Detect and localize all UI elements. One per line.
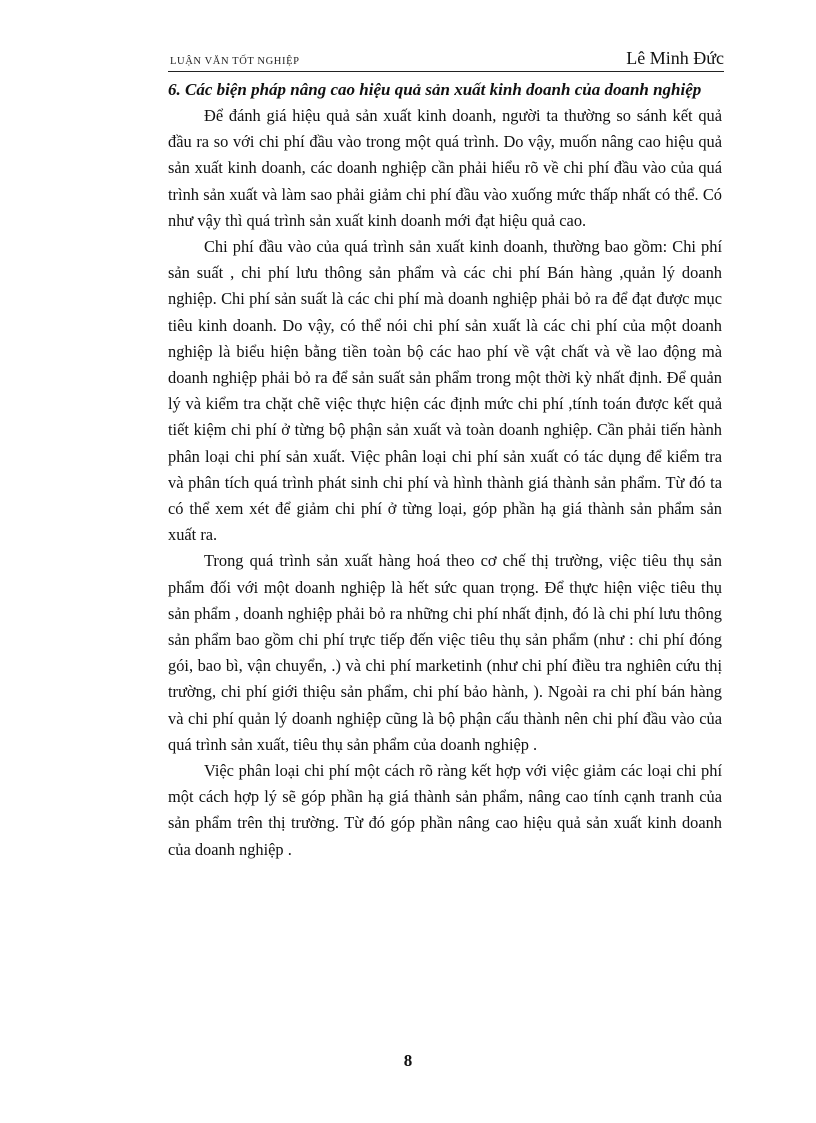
paragraph-2: Chi phí đầu vào của quá trình sản xuất kinh doanh, thường bao gồm: Chi phí sản suất , chi phí lưu thông sản phẩm và các chi phí Bán hàng ,quản lý doanh nghiệp. Chi phí sản suất là các chi phí mà doanh nghiệp phải bỏ ra để đạt được mục tiêu kinh doanh. Do vậy, có thể nói chi phí sản xuất là các chi phí của một doanh nghiệp là biểu hiện bằng tiền toàn bộ các hao phí về vật chất và về lao động mà doanh nghiệp phải bỏ ra để sản suất sản phẩm trong một thời kỳ nhất định. Để quản lý và kiểm tra chặt chẽ việc thực hiện các định mức chi phí ,tính toán được kết quả tiết kiệm chi phí ở từng bộ phận sản xuất và toàn doanh nghiệp. Cần phải tiến hành phân loại chi phí sản xuất. Việc phân loại chi phí sản xuất có tác dụng để kiểm tra và phân tích quá trình phát sinh chi phí và hình thành giá thành sản phẩm. Từ đó ta có thể xem xét để giảm chi phí ở từng loại, góp phần hạ giá thành sản phẩm sản xuất ra. [168, 237, 722, 545]
section-heading: 6. Các biện pháp nâng cao hiệu quả sản xuất kinh doanh của doanh nghiệp [168, 80, 702, 99]
page-body [168, 77, 722, 863]
page-header [168, 48, 724, 72]
paragraph-3: Trong quá trình sản xuất hàng hoá theo cơ chế thị trường, việc tiêu thụ sản phẩm đối với một doanh nghiệp là hết sức quan trọng. Để thực hiện việc tiêu thụ sản phẩm , doanh nghiệp phải bỏ ra những chi phí nhất định, đó là chi phí lưu thông sản phẩm bao gồm chi phí trực tiếp đến việc tiêu thụ sản phẩm (như : chi phí đóng gói, bao bì, vận chuyển, .) và chi phí marketinh (như chi phí điều tra nghiên cứu thị trường, chi phí giới thiệu sản phẩm, chi phí bảo hành, ). Ngoài ra chi phí bán hàng và chi phí quản lý doanh nghiệp cũng là bộ phận cấu thành nên chi phí đầu vào của quá trình sản xuất, tiêu thụ sản phẩm của doanh nghiệp . [168, 551, 722, 754]
header-thesis-label: LUẬN VĂN TỐT NGHIỆP [170, 56, 300, 67]
paragraph-4: Việc phân loại chi phí một cách rõ ràng kết hợp với việc giảm các loại chi phí một cách hợp lý sẽ góp phần hạ giá thành sản phẩm, nâng cao tính cạnh tranh của sản phẩm trên thị trường. Từ đó góp phần nâng cao hiệu quả sản xuất kinh doanh của doanh nghiệp . [168, 761, 722, 859]
header-divider [168, 71, 724, 72]
header-author-name: Lê Minh Đức [626, 48, 724, 68]
paragraph-1: Để đánh giá hiệu quả sản xuất kinh doanh, người ta thường so sánh kết quả đầu ra so với chi phí đầu vào trong một quá trình. Do vậy, muốn nâng cao hiệu quả sản xuất kinh doanh, các doanh nghiệp cần phải hiểu rõ về chi phí đầu vào của quá trình sản xuất và làm sao phải giảm chi phí đầu vào xuống mức thấp nhất có thể. Có như vậy thì quá trình sản xuất kinh doanh mới đạt hiệu quả cao. [168, 106, 722, 230]
page-number: 8 [403, 1051, 413, 1070]
